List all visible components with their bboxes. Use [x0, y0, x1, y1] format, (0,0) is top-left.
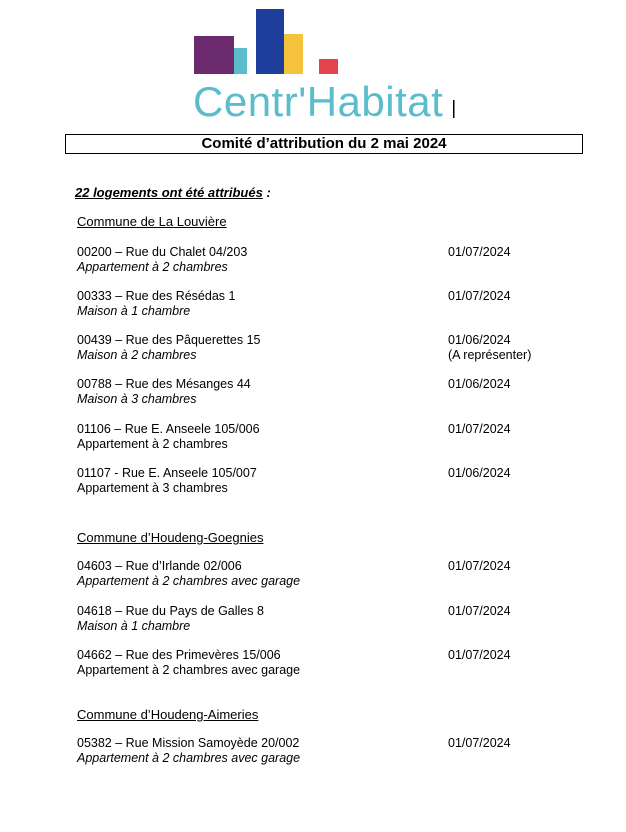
entry-address: 01106 – Rue E. Anseele 105/006	[77, 422, 260, 436]
entry-date: 01/07/2024	[448, 648, 511, 662]
entry-note: (A représenter)	[448, 348, 532, 362]
entry-date: 01/06/2024	[448, 466, 511, 480]
entry-type: Maison à 3 chambres	[77, 392, 197, 406]
entry-type: Appartement à 2 chambres avec garage	[77, 751, 301, 765]
intro-line	[75, 185, 271, 200]
entry-date: 01/07/2024	[448, 289, 511, 303]
entry-type: Appartement à 3 chambres	[77, 481, 228, 495]
entry-date: 01/06/2024	[448, 377, 511, 391]
centr-habitat-logo	[190, 8, 460, 124]
entry-type: Appartement à 2 chambres	[77, 260, 228, 274]
entry-address: 04603 – Rue d’Irlande 02/006	[77, 559, 242, 573]
entry-date: 01/07/2024	[448, 245, 511, 259]
entry-date: 01/07/2024	[448, 604, 511, 618]
entry-type: Appartement à 2 chambres	[77, 437, 228, 451]
entry-date: 01/07/2024	[448, 422, 511, 436]
entry-type: Maison à 1 chambre	[77, 619, 191, 633]
entry-type: Appartement à 2 chambres avec garage	[77, 574, 301, 588]
entry-address: 01107 - Rue E. Anseele 105/007	[77, 466, 257, 480]
entry-address: 05382 – Rue Mission Samoyède 20/002	[77, 736, 300, 750]
commune-heading: Commune de La Louvière	[77, 214, 227, 229]
entry-date: 01/07/2024	[448, 559, 511, 573]
entry-address: 00439 – Rue des Pâquerettes 15	[77, 333, 261, 347]
entry-address: 00200 – Rue du Chalet 04/203	[77, 245, 248, 259]
page-title: Comité d’attribution du 2 mai 2024	[65, 134, 583, 154]
entry-address: 00788 – Rue des Mésanges 44	[77, 377, 251, 391]
entry-type: Appartement à 2 chambres avec garage	[77, 663, 301, 677]
logo-wordmark: Centr'Habitat	[193, 78, 444, 125]
entry-type: Maison à 1 chambre	[77, 304, 191, 318]
entry-date: 01/07/2024	[448, 736, 511, 750]
entry-address: 04618 – Rue du Pays de Galles 8	[77, 604, 264, 618]
intro-suffix: :	[262, 185, 271, 200]
entry-type: Maison à 2 chambres	[77, 348, 197, 362]
entry-date: 01/06/2024	[448, 333, 511, 347]
entry-address: 00333 – Rue des Résédas 1	[77, 289, 236, 303]
commune-heading: Commune d’Houdeng-Aimeries	[77, 707, 259, 722]
entry-address: 04662 – Rue des Primevères 15/006	[77, 648, 281, 662]
commune-heading: Commune d’Houdeng-Goegnies	[77, 530, 264, 545]
allocation-count: 22 logements ont été attribués	[75, 185, 263, 200]
